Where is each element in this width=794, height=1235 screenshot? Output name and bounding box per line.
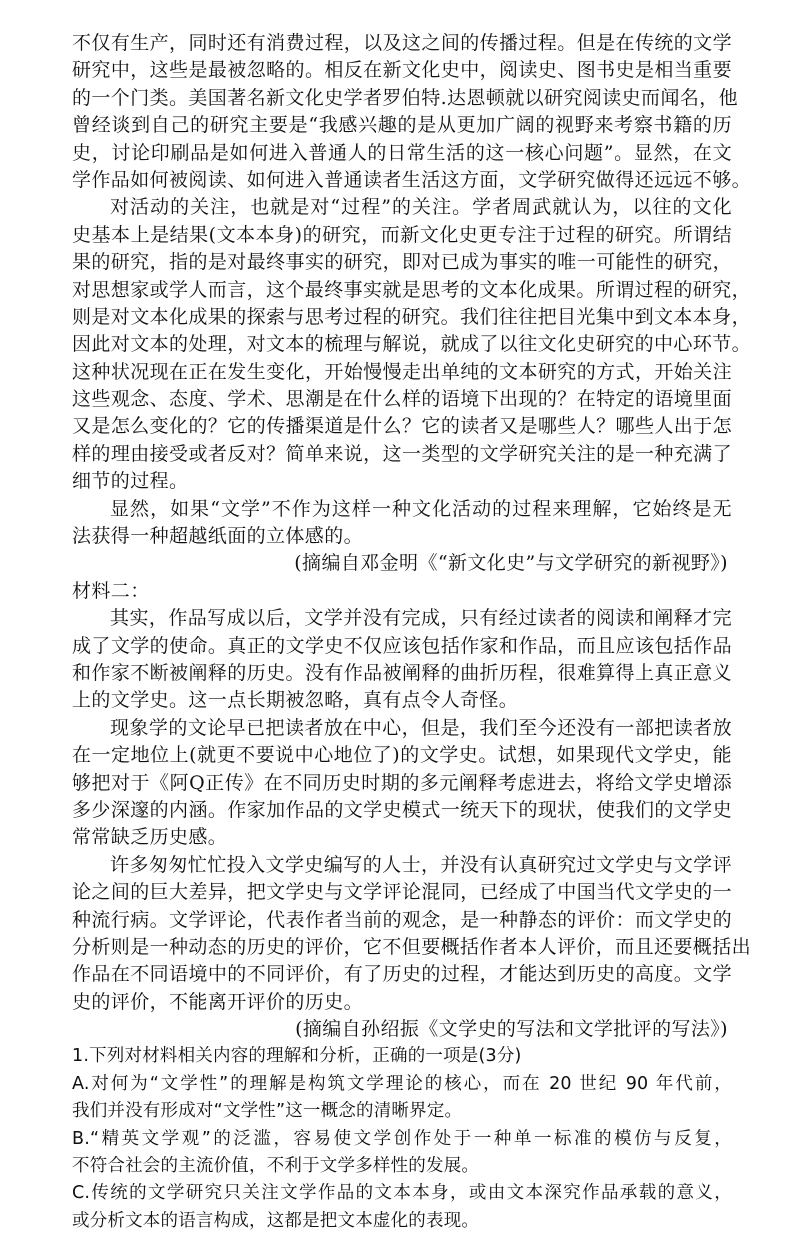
text-line: 史的评价，不能离开评价的历史。: [72, 990, 364, 1013]
text-line: 和作家不断被阐释的历史。没有作品被阐释的曲折历程，很难算得上真正意义: [72, 661, 732, 684]
text-line: 又是怎么变化的？它的传播渠道是什么？它的读者又是哪些人？哪些人出于怎: [72, 415, 732, 438]
text-line: 成了文学的使命。真正的文学史不仅应该包括作家和作品，而且应该包括作品: [72, 634, 732, 657]
option-a: [72, 1071, 732, 1126]
text-line: 对活动的关注，也就是对“过程”的关注。学者周武就认为，以往的文化: [110, 196, 732, 219]
material2-paragraph-1: [72, 605, 732, 715]
text-line: 史基本上是结果(文本本身)的研究，而新文化史更专注于过程的研究。所谓结: [72, 223, 732, 246]
text-line: 种流行病。文学评论，代表作者当前的观念，是一种静态的评价：而文学史的: [72, 908, 732, 931]
text-line: 这种状况现在正在发生变化，开始慢慢走出单纯的文本研究的方式，开始关注: [72, 360, 732, 383]
option-line: 或分析文本的语言构成，这都是把文本虚化的表现。: [72, 1210, 480, 1231]
text-line: 论之间的巨大差异，把文学史与文学评论混同，已经成了中国当代文学史的一: [72, 881, 732, 904]
text-line: 的一个门类。美国著名新文化史学者罗伯特.达恩顿就以研究阅读史而闻名，他: [72, 86, 739, 109]
option-c: [72, 1180, 732, 1235]
text-line: 果的研究，指的是对最终事实的研究，即对已成为事实的唯一可能性的研究，: [72, 251, 732, 274]
text-line: 对思想家或学人而言，这个最终事实就是思考的文本化成果。所谓过程的研究，: [72, 278, 752, 301]
option-line: 不符合社会的主流价值，不利于文学多样性的发展。: [72, 1156, 480, 1177]
text-line: 在一定地位上(就更不要说中心地位了)的文学史。试想，如果现代文学史，能: [72, 744, 732, 767]
question-1: [72, 1043, 732, 1235]
text-line: 分析则是一种动态的历史的评价，它不但要概括作者本人评价，而且还要概括出: [72, 935, 752, 958]
text-line: 显然，如果“文学”不作为这样一种文化活动的过程来理解，它始终是无: [110, 497, 732, 520]
material2-source-citation: (摘编自孙绍振《文学史的写法和文学批评的写法》): [295, 1018, 728, 1041]
material1-paragraph-2: [72, 194, 752, 495]
option-line: A.对何为“文学性”的理解是构筑文学理论的核心，而在 20 世纪 90 年代前，: [72, 1073, 732, 1094]
material2-heading: 材料二：: [72, 579, 150, 602]
text-line: 够把对于《阿Q正传》在不同历史时期的多元阐释考虑进去，将给文学史增添: [72, 771, 732, 794]
text-line: 曾经谈到自己的研究主要是“我感兴趣的是从更加广阔的视野来考察书籍的历: [72, 114, 732, 137]
text-line: 这些观念、态度、学术、思潮是在什么样的语境下出现的？在特定的语境里面: [72, 388, 732, 411]
material2-paragraph-2: [72, 715, 732, 852]
text-line: 样的理由接受或者反对？简单来说，这一类型的文学研究关注的是一种充满了: [72, 442, 732, 465]
text-line: 多少深邃的内涵。作家加作品的文学史模式一统天下的现状，使我们的文学史: [72, 798, 732, 821]
option-b: [72, 1126, 732, 1181]
text-line: 作品在不同语境中的不同评价，有了历史的过程，才能达到历史的高度。文学: [72, 963, 732, 986]
question-stem: 1.下列对材料相关内容的理解和分析，正确的一项是(3分): [72, 1046, 522, 1067]
text-line: 法获得一种超越纸面的立体感的。: [72, 525, 364, 548]
text-line: 则是对文本化成果的探索与思考过程的研究。我们往往把目光集中到文本本身，: [72, 305, 752, 328]
text-line: 许多匆匆忙忙投入文学史编写的人士，并没有认真研究过文学史与文学评: [110, 853, 732, 876]
material1-paragraph-3: [72, 496, 732, 551]
text-line: 因此对文本的处理，对文本的梳理与解说，就成了以往文化史研究的中心环节。: [72, 333, 752, 356]
option-line: B.“精英文学观”的泛滥，容易使文学创作处于一种单一标准的模仿与反复，: [72, 1128, 732, 1149]
material1-source-citation: (摘编自邓金明《“新文化史”与文学研究的新视野》): [294, 552, 728, 575]
exam-page: [72, 30, 752, 1235]
text-line: 不仅有生产，同时还有消费过程，以及这之间的传播过程。但是在传统的文学: [72, 32, 732, 54]
text-line: 学作品如何被阅读、如何进入普通读者生活这方面，文学研究做得还远远不够。: [72, 168, 752, 191]
option-line: 我们并没有形成对“文学性”这一概念的清晰界定。: [72, 1101, 463, 1122]
option-line: C.传统的文学研究只关注文学作品的文本本身，或由文本深究作品承载的意义，: [72, 1183, 732, 1204]
text-line: 史，讨论印刷品是如何进入普通人的日常生活的这一核心问题”。显然，在文: [72, 141, 732, 164]
text-line: 上的文学史。这一点长期被忽略，真有点令人奇怪。: [72, 689, 519, 712]
material1-paragraph-1: [72, 30, 752, 194]
text-line: 研究中，这些是最被忽略的。相反在新文化史中，阅读史、图书史是相当重要: [72, 59, 732, 82]
text-line: 细节的过程。: [72, 470, 189, 493]
text-line: 现象学的文论早已把读者放在中心，但是，我们至今还没有一部把读者放: [110, 716, 732, 739]
text-line: 常常缺乏历史感。: [72, 826, 228, 849]
material2-paragraph-3: [72, 852, 752, 1016]
text-line: 其实，作品写成以后，文学并没有完成，只有经过读者的阅读和阐释才完: [110, 607, 732, 630]
